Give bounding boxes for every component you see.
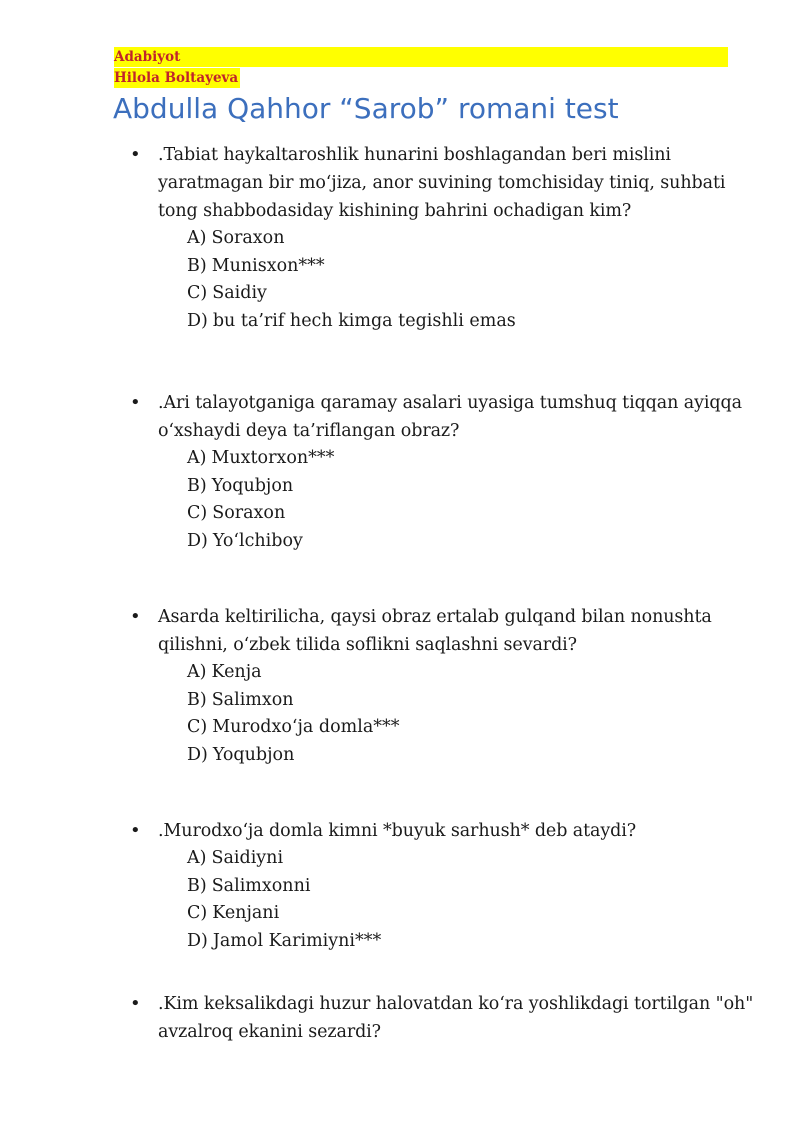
option-text: Yo‘lchiboy [212, 530, 303, 551]
option-letter: C) [187, 503, 208, 523]
option-letter: A) [187, 228, 207, 248]
subject-label: Adabiyot [114, 47, 728, 67]
option-d [187, 742, 800, 770]
option-letter: D) [187, 930, 208, 951]
question-text: .Murodxo‘ja domla kimni *buyuk sarhush* deb ataydi? [158, 821, 637, 841]
option-text: Murodxo‘ja domla*** [212, 717, 400, 737]
option-text: Muxtorxon*** [211, 448, 335, 468]
option-a [187, 445, 800, 473]
option-d [187, 928, 800, 956]
option-c [187, 280, 800, 308]
bullet-icon: • [130, 144, 141, 165]
option-list [0, 659, 800, 769]
option-text: Saidiyni [211, 848, 284, 868]
question-item [0, 817, 800, 990]
option-c [187, 500, 800, 528]
option-letter: C) [187, 903, 208, 923]
option-letter: D) [187, 744, 208, 765]
question-item [0, 990, 800, 1046]
option-text: Munisxon*** [211, 255, 325, 276]
option-b [187, 253, 800, 281]
option-text: Soraxon [211, 228, 285, 248]
option-text: Saidiy [212, 283, 267, 303]
option-b [187, 873, 800, 901]
question-text: Asarda keltirilicha, qaysi obraz ertalab gulqand bilan nonushta qilishni, o‘zbek tilida soflikni saqlashni sevardi? [158, 607, 712, 655]
option-letter: D) [187, 530, 208, 551]
question-item [0, 603, 800, 817]
option-b [187, 473, 800, 501]
option-a [187, 225, 800, 253]
option-letter: A) [187, 662, 207, 682]
option-text: Yoqubjon [212, 744, 295, 765]
option-text: bu ta’rif hech kimga tegishli emas [212, 310, 516, 331]
option-a [187, 845, 800, 873]
option-text: Yoqubjon [211, 475, 294, 496]
option-letter: B) [187, 689, 207, 710]
option-list [0, 225, 800, 335]
option-text: Soraxon [212, 503, 286, 523]
question-item [0, 141, 800, 389]
option-letter: C) [187, 717, 208, 737]
question-text: .Ari talayotganiga qaramay asalari uyasiga tumshuq tiqqan ayiqqa o‘xshaydi deya ta’riflangan obraz? [158, 393, 742, 441]
option-text: Kenjani [212, 903, 280, 923]
option-text: Salimxon [211, 689, 294, 710]
option-d [187, 308, 800, 336]
option-letter: D) [187, 310, 208, 331]
document-header [114, 47, 728, 88]
option-text: Salimxonni [211, 875, 311, 896]
bullet-icon: • [130, 993, 141, 1014]
option-list [0, 845, 800, 955]
question-text: .Tabiat haykaltaroshlik hunarini boshlagandan beri mislini yaratmagan bir mo‘jiza, anor suvining tomchisiday tiniq, suhbati tong shabbodasiday kishining bahrini ochadigan kim? [158, 145, 726, 221]
bullet-icon: • [130, 606, 141, 627]
option-list [0, 445, 800, 555]
option-letter: A) [187, 448, 207, 468]
option-c [187, 714, 800, 742]
option-letter: B) [187, 255, 207, 276]
option-text: Kenja [211, 662, 262, 682]
option-text: Jamol Karimiyni*** [212, 930, 382, 951]
option-c [187, 900, 800, 928]
option-a [187, 659, 800, 687]
question-list [0, 141, 800, 1046]
question-item [0, 389, 800, 603]
bullet-icon: • [130, 820, 141, 841]
option-letter: B) [187, 475, 207, 496]
option-letter: A) [187, 848, 207, 868]
bullet-icon: • [130, 392, 141, 413]
option-letter: B) [187, 875, 207, 896]
document-title: Abdulla Qahhor “Sarob” romani test [113, 92, 619, 125]
option-d [187, 528, 800, 556]
option-letter: C) [187, 283, 208, 303]
author-name: Hilola Boltayeva [114, 70, 239, 86]
option-b [187, 687, 800, 715]
question-text: .Kim keksalikdagi huzur halovatdan ko‘ra yoshlikdagi tortilgan "oh" avzalroq ekanini sezardi? [158, 994, 754, 1042]
